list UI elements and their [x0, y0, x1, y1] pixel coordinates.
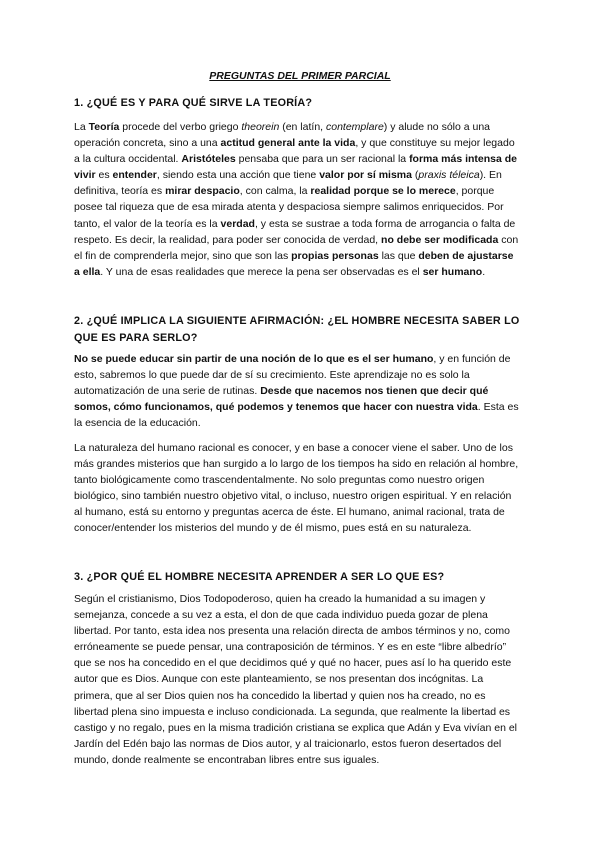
text-run: , y esta se sustrae a toda forma de arrogancia o falta de respeto. Es decir, la realidad, para poder ser conocida de verdad,: [74, 217, 516, 246]
text-run: propias personas: [291, 249, 379, 262]
text-run: No se puede educar sin partir de una noción de lo que es el ser humano: [74, 353, 434, 365]
section-1-heading: 1. ¿QUÉ ES Y PARA QUÉ SIRVE LA TEORÍA?: [74, 97, 313, 109]
text-run: (en latín,: [279, 121, 326, 133]
text-run: valor por sí misma: [319, 169, 412, 182]
text-run: , con calma, la: [239, 185, 311, 198]
text-run: es: [95, 169, 113, 182]
text-run: las que: [378, 249, 419, 262]
text-run: ) y alude no sólo a una operación concreta, sino a una: [74, 121, 491, 150]
text-run: Desde que nacemos nos tienen que decir qué somos, cómo funcionamos, qué podemos y tenemos que hacer con nuestra vida: [74, 385, 489, 414]
text-run: . Esta es la esencia de la educación.: [74, 401, 519, 430]
text-run: , y que constituye su mejor legado a la cultura occidental.: [74, 137, 515, 166]
text-run: procede del verbo griego: [119, 121, 242, 133]
section-3-paragraph-1: [74, 591, 522, 768]
text-run: La: [74, 121, 89, 133]
text-run: no debe ser modificada: [381, 233, 499, 246]
text-run: actitud general ante la vida: [220, 137, 356, 150]
text-run: . Y una de esas realidades que merece la pena ser observadas es el: [100, 265, 423, 278]
section-2-heading: 2. ¿QUÉ IMPLICA LA SIGUIENTE AFIRMACIÓN: ¿EL HOMBRE NECESITA SABER LO QUE ES PARA SERLO?: [74, 315, 520, 344]
text-run: theorein: [241, 121, 280, 133]
text-run: , siendo esta una acción que tiene: [156, 169, 320, 182]
text-run: Según el cristianismo, Dios Todopoderoso, quien ha creado la humanidad a su imagen y semejanza, concede a su vez a esta, el don de que cada individuo pueda gozar de plena libertad. Por tanto, esta idea nos presenta una relación directa de ambos términos y no, como erróneamente se puede pensar, una contraposición de términos. Y es en este “libre albedrío” que se nos ha concedido en el que decidimos qué y qué no hacer, pues así lo ha querido este autor que es Dios. Aunque con este planteamiento, se nos presentan dos incógnitas. La primera, que al ser Dios quien nos ha concedido la libertad y quien nos ha creado, no es libertad plena sino impuesta e incluso condicionada. La segunda, que realmente la libertad es castigo y no regalo, pues en la misma tradición cristiana se explica que Adán y Eva vivían en el Jardín del Edén bajo las normas de Dios autor, y al traicionarlo, estos fueron desertados del mundo, donde realmente se encontraban libres entre sus iguales.: [74, 593, 517, 766]
text-run: ser humano: [422, 265, 483, 278]
document-title: PREGUNTAS DEL PRIMER PARCIAL: [209, 70, 391, 82]
text-run: (: [411, 169, 419, 182]
text-run: entender: [112, 169, 157, 182]
text-run: forma más intensa de vivir: [74, 153, 518, 182]
text-run: Teoría: [88, 121, 120, 133]
text-run: con el fin de comprenderla mejor, sino que son las: [74, 233, 519, 262]
text-run: , porque posee tal riqueza que de esa mirada atenta y despaciosa siempre salimos enriquecidos. Por tanto, el valor de la teoría es la: [74, 185, 504, 230]
section-2-paragraph-1: [74, 351, 522, 431]
text-run: .: [482, 265, 486, 278]
text-run: deben de ajustarse a ella: [74, 249, 514, 278]
text-run: , y en función de esto, sabremos lo que puede dar de sí su crecimiento. Este aprendizaje no es solo la automatización de una serie de rutinas.: [74, 353, 511, 398]
text-run: pensaba que para un ser racional la: [235, 153, 410, 166]
text-run: ). En definitiva, teoría es: [74, 169, 502, 198]
text-run: realidad porque se lo merece: [310, 185, 456, 198]
text-run: mirar despacio: [165, 185, 240, 198]
text-run: La naturaleza del humano racional es conocer, y en base a conocer viene el saber. Uno de los más grandes misterios que han surgido a lo largo de los tiempos ha sido en relación al hombre, tanto biológicamente como trascendentalmente. No solo preguntas como nuestro origen biológico, sino también nuestro objetivo vital, o incluso, nuestro origen espiritual. Y en relación al humano, está su entorno y preguntas acerca de éste. El humano, animal racional, trata de conocer/entender los misterios del mundo y de él mismo, pues está en su naturaleza.: [74, 442, 519, 535]
text-run: contemplare: [326, 121, 384, 133]
text-run: verdad: [220, 217, 255, 230]
text-run: praxis téleica: [418, 169, 480, 182]
section-1-paragraph-1: [74, 119, 522, 280]
section-3-heading: 3. ¿POR QUÉ EL HOMBRE NECESITA APRENDER A SER LO QUE ES?: [74, 571, 445, 583]
section-2-paragraph-2: [74, 440, 522, 537]
text-run: Aristóteles: [181, 153, 236, 166]
